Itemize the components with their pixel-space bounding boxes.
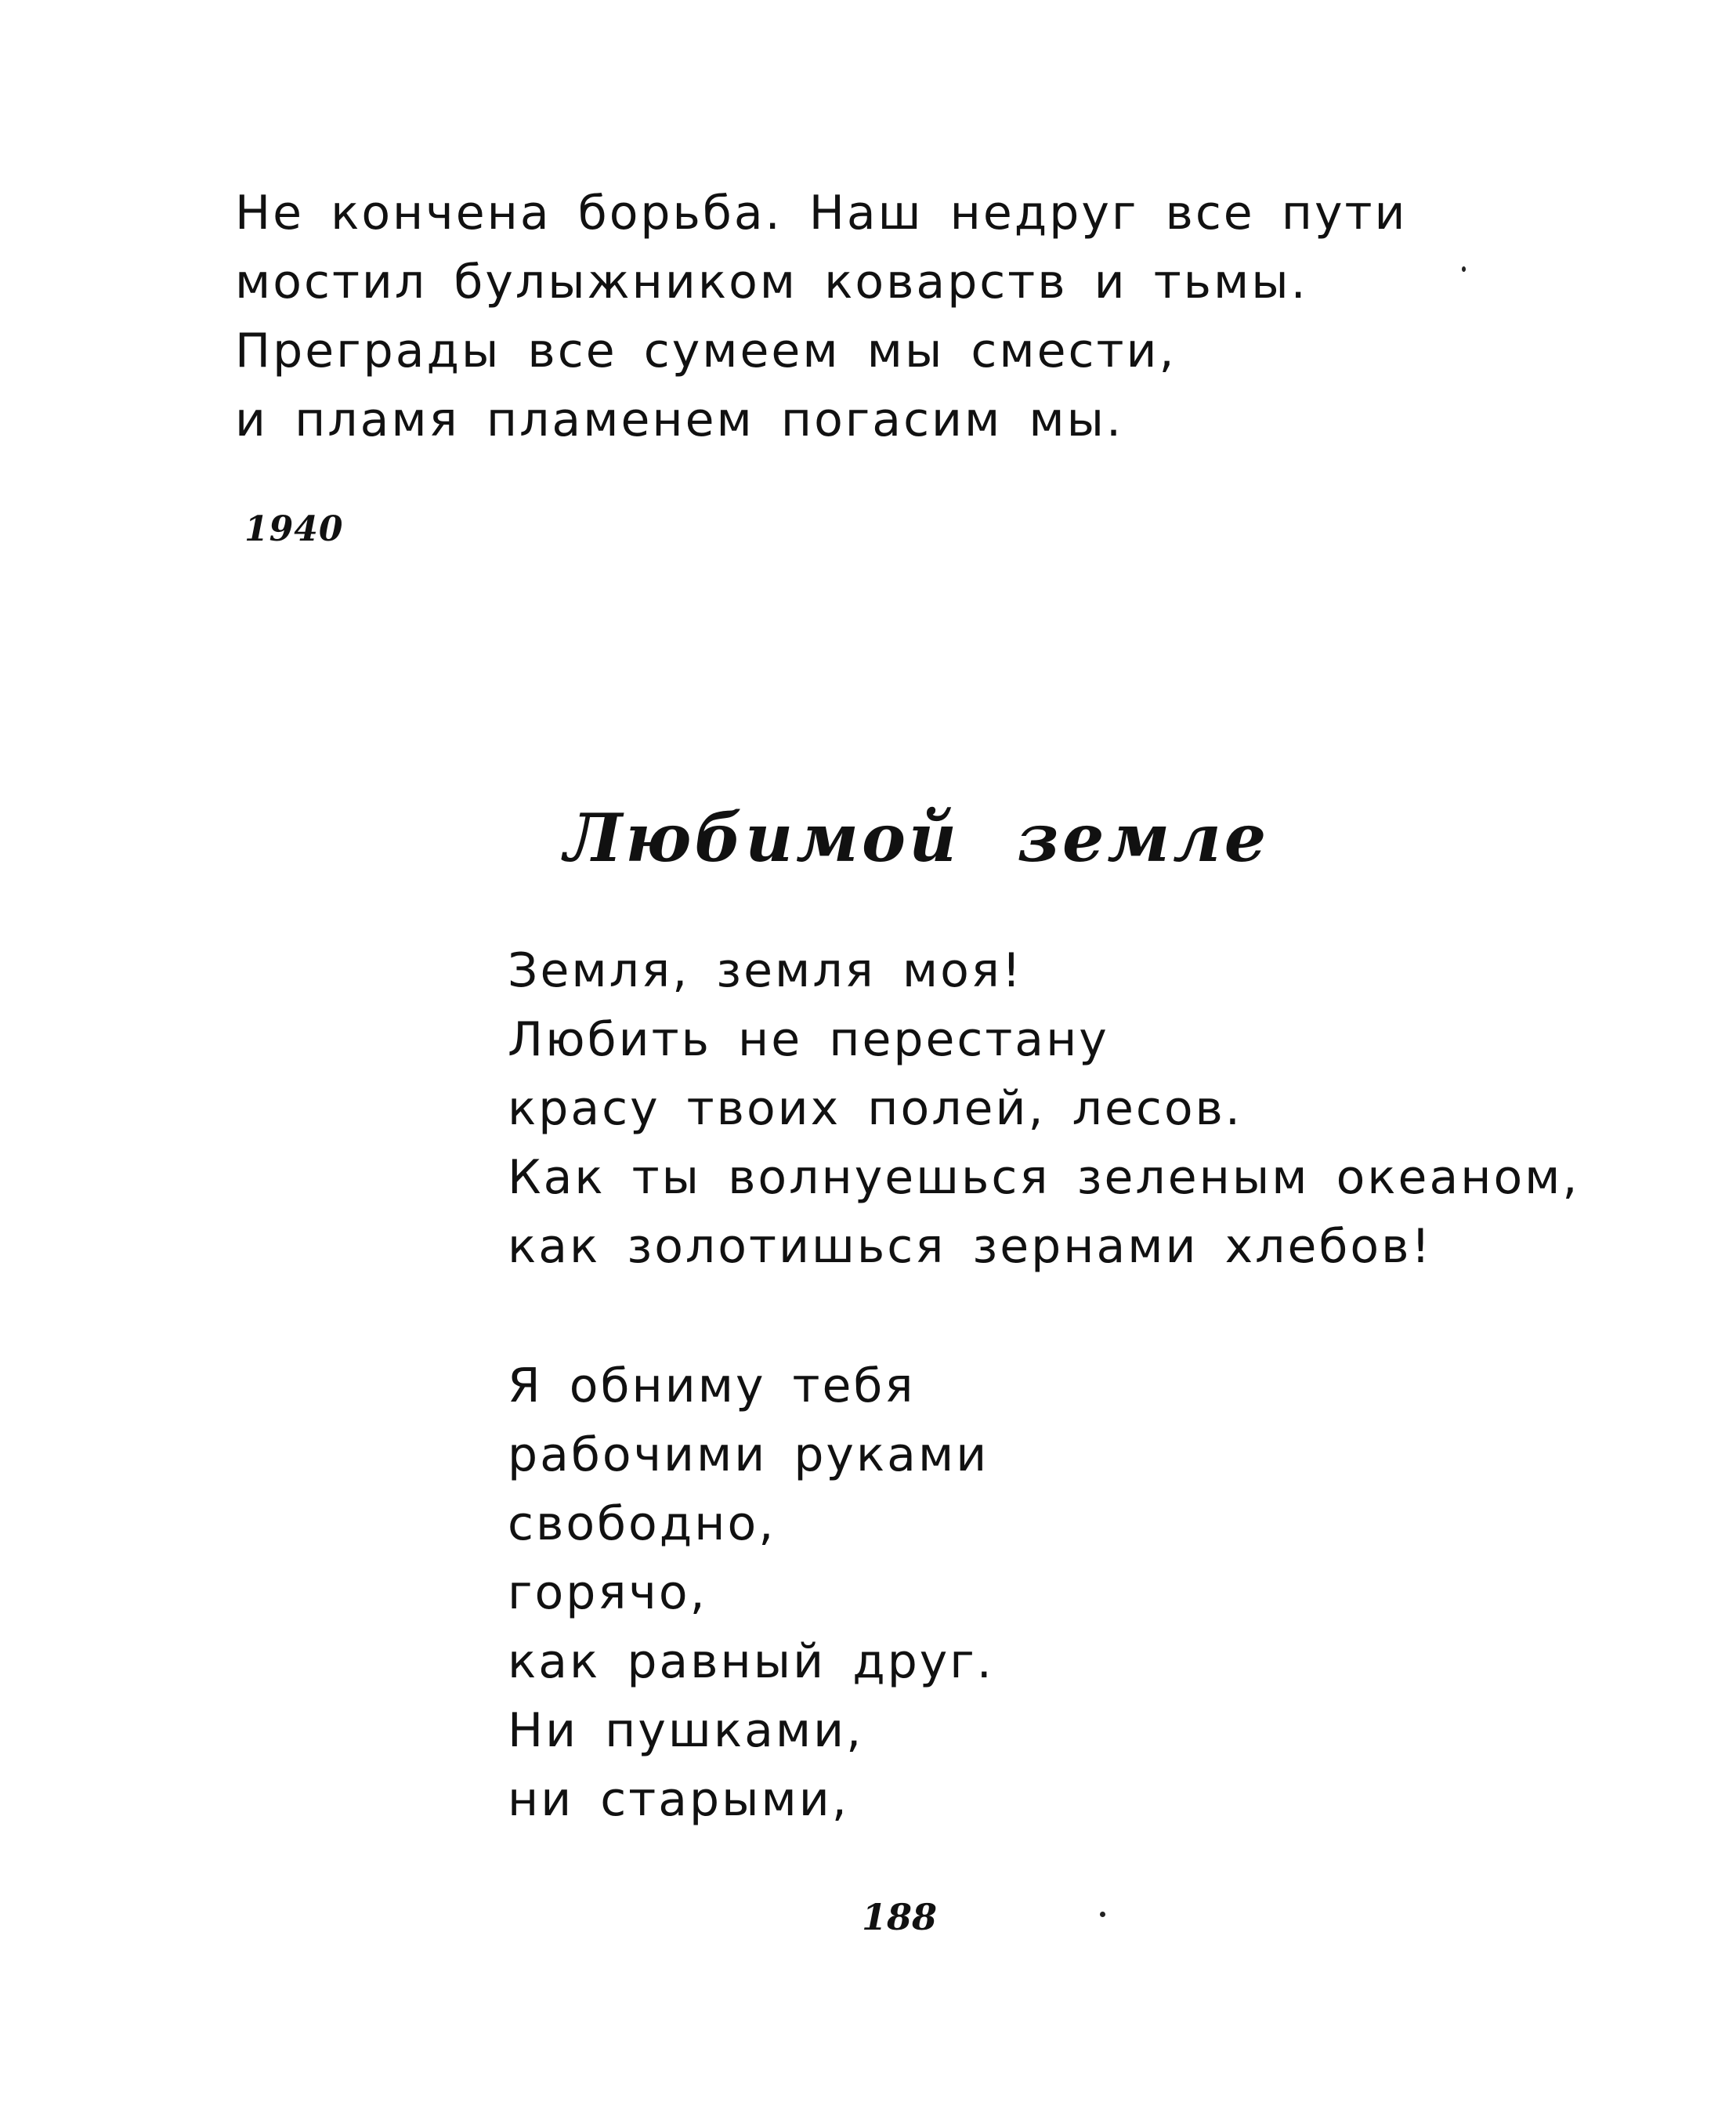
page-number: 188 xyxy=(862,1896,938,1938)
poem-line: как равный друг. xyxy=(508,1634,994,1689)
poem-line: красу твоих полей, лесов. xyxy=(508,1081,1242,1136)
poem-line: и пламя пламенем погасим мы. xyxy=(235,393,1124,447)
stanza-1 xyxy=(235,179,1407,454)
poem-line: ни старыми, xyxy=(508,1772,849,1827)
poem-line: Любить не перестану xyxy=(508,1012,1109,1067)
poem-line: Ни пушками, xyxy=(508,1703,864,1758)
stanza-3 xyxy=(508,1351,994,1834)
poem-line: Преграды все сумеем мы смести, xyxy=(235,324,1177,378)
poem-line: как золотишься зернами хлебов! xyxy=(508,1219,1433,1274)
poem-line: Как ты волнуешься зеленым океаном, xyxy=(508,1150,1580,1205)
poem-line: горячо, xyxy=(508,1565,707,1620)
poem-date: 1940 xyxy=(244,509,344,549)
poem-line: рабочими руками xyxy=(508,1427,989,1482)
stanza-2 xyxy=(508,936,1580,1281)
poem-line: Не кончена борьба. Наш недруг все пути xyxy=(235,186,1408,241)
poem-title: Любимой земле xyxy=(564,799,1270,877)
poem-line: Я обниму тебя xyxy=(508,1358,916,1413)
print-speck xyxy=(1100,1912,1105,1917)
poem-line: Земля, земля моя! xyxy=(508,943,1023,998)
poem-line: мостил булыжником коварств и тьмы. xyxy=(235,255,1308,309)
print-speck xyxy=(1462,266,1466,272)
poem-line: свободно, xyxy=(508,1496,776,1551)
